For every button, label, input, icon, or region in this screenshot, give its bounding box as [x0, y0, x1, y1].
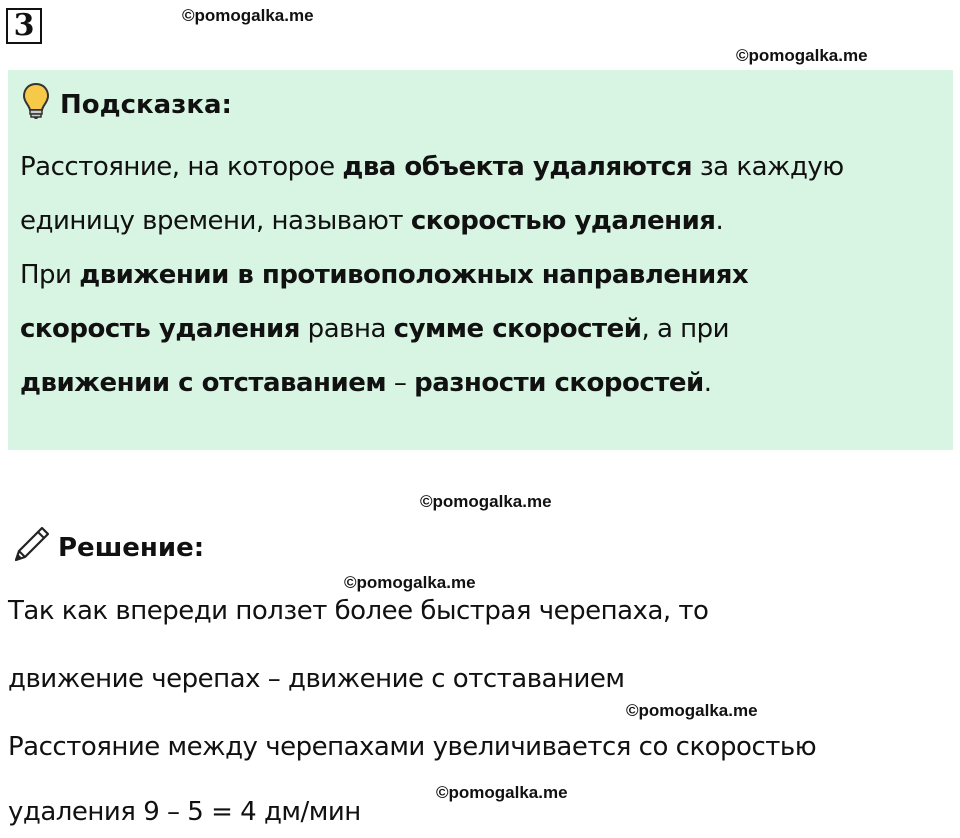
- hint-text-segment: Расстояние, на которое: [20, 152, 343, 182]
- hint-text-segment: –: [386, 368, 415, 398]
- watermark: ©pomogalka.me: [626, 701, 758, 720]
- hint-text-segment: единицу времени, называют: [20, 206, 411, 236]
- watermark: ©pomogalka.me: [182, 6, 314, 25]
- solution-line: удаления 9 – 5 = 4 дм/мин: [8, 797, 361, 827]
- pencil-icon: [12, 524, 52, 571]
- hint-text-segment: , а при: [641, 314, 730, 344]
- hint-line: [20, 302, 945, 356]
- hint-bold-text: скоростью удаления: [410, 206, 716, 236]
- hint-bold-text: два объекта удаляются: [342, 152, 693, 182]
- watermark: ©pomogalka.me: [344, 573, 476, 592]
- hint-bold-text: скорость удаления: [20, 314, 300, 344]
- watermark: ©pomogalka.me: [436, 783, 568, 802]
- hint-line: [20, 356, 945, 410]
- hint-bold-text: движении с отставанием: [20, 368, 387, 398]
- solution-heading: [12, 524, 204, 571]
- hint-text-segment: .: [703, 368, 712, 398]
- task-number: 3: [6, 8, 42, 44]
- hint-line: [20, 194, 945, 248]
- hint-text-segment: При: [20, 260, 80, 290]
- watermark: ©pomogalka.me: [736, 46, 868, 65]
- solution-title: Решение:: [58, 532, 205, 563]
- hint-title: Подсказка:: [60, 89, 232, 120]
- hint-bold-text: сумме скоростей: [393, 314, 642, 344]
- watermark: ©pomogalka.me: [420, 492, 552, 511]
- hint-line: [20, 140, 945, 194]
- hint-bold-text: разности скоростей: [414, 368, 704, 398]
- hint-line: [20, 248, 945, 302]
- hint-text-segment: .: [715, 206, 724, 236]
- solution-line: движение черепах – движение с отставанием: [8, 664, 625, 694]
- solution-line: Расстояние между черепахами увеличивается со скоростью: [8, 732, 817, 762]
- hint-heading: [22, 82, 232, 127]
- lightbulb-icon: [22, 82, 50, 127]
- solution-line: Так как впереди ползет более быстрая черепаха, то: [8, 596, 709, 626]
- hint-bold-text: движении в противоположных направлениях: [79, 260, 749, 290]
- hint-text: [20, 140, 945, 410]
- hint-text-segment: равна: [299, 314, 394, 344]
- hint-text-segment: за каждую: [692, 152, 844, 182]
